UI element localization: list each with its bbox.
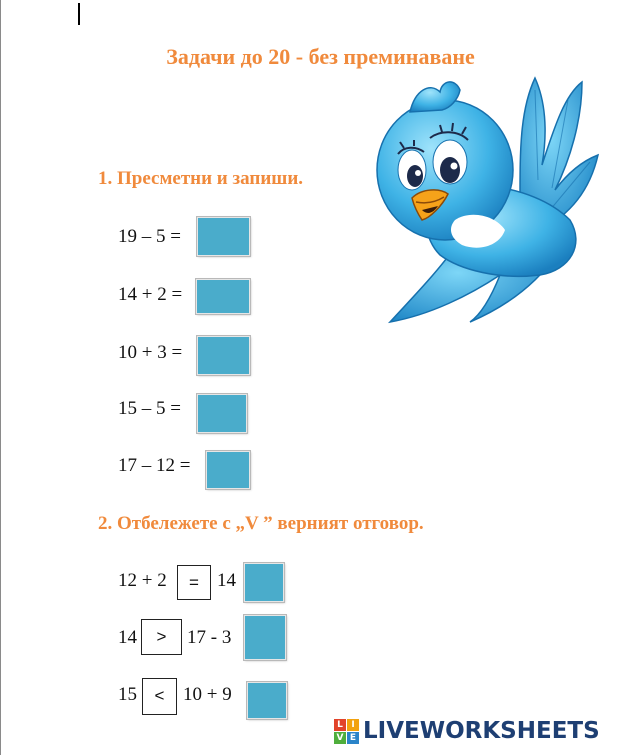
equation-5: 17 – 12 =	[118, 455, 191, 476]
comparison-3-left: 15	[118, 684, 137, 705]
answer-box-3[interactable]	[197, 336, 250, 375]
logo-mark	[334, 719, 359, 744]
comparison-2-left: 14	[118, 627, 137, 648]
text-cursor	[78, 3, 80, 25]
comparison-1-sign: =	[177, 565, 211, 600]
logo-text: LIVEWORKSHEETS	[363, 718, 600, 744]
liveworksheets-logo	[334, 716, 600, 746]
checkbox-answer-3[interactable]	[247, 682, 287, 719]
comparison-2-right: 17 - 3	[187, 627, 232, 648]
comparison-1-right: 14	[217, 570, 236, 591]
equation-3: 10 + 3 =	[118, 342, 183, 363]
comparison-3-sign: <	[142, 678, 177, 715]
section-2-heading: 2. Отбележете с „V ” верният отговор.	[98, 513, 424, 534]
logo-letter-i: I	[347, 719, 359, 731]
comparison-2-sign: >	[141, 619, 182, 655]
comparison-1-left: 12 + 2	[118, 570, 167, 591]
answer-box-5[interactable]	[206, 451, 250, 489]
logo-letter-v: V	[334, 732, 346, 744]
checkbox-answer-2[interactable]	[244, 615, 286, 660]
equation-4: 15 – 5 =	[118, 398, 181, 419]
section-1-heading: 1. Пресметни и запиши.	[98, 168, 304, 189]
page-left-border	[0, 0, 1, 755]
comparison-3-right: 10 + 9	[183, 684, 232, 705]
answer-box-2[interactable]	[196, 279, 250, 314]
equation-1: 19 – 5 =	[118, 226, 181, 247]
answer-box-4[interactable]	[197, 394, 247, 433]
bluebird-illustration	[370, 70, 600, 325]
logo-letter-l: L	[334, 719, 346, 731]
logo-letter-e: E	[347, 732, 359, 744]
checkbox-answer-1[interactable]	[244, 563, 284, 602]
worksheet-title: Задачи до 20 - без преминаване	[166, 44, 475, 69]
equation-2: 14 + 2 =	[118, 284, 183, 305]
answer-box-1[interactable]	[197, 217, 250, 256]
